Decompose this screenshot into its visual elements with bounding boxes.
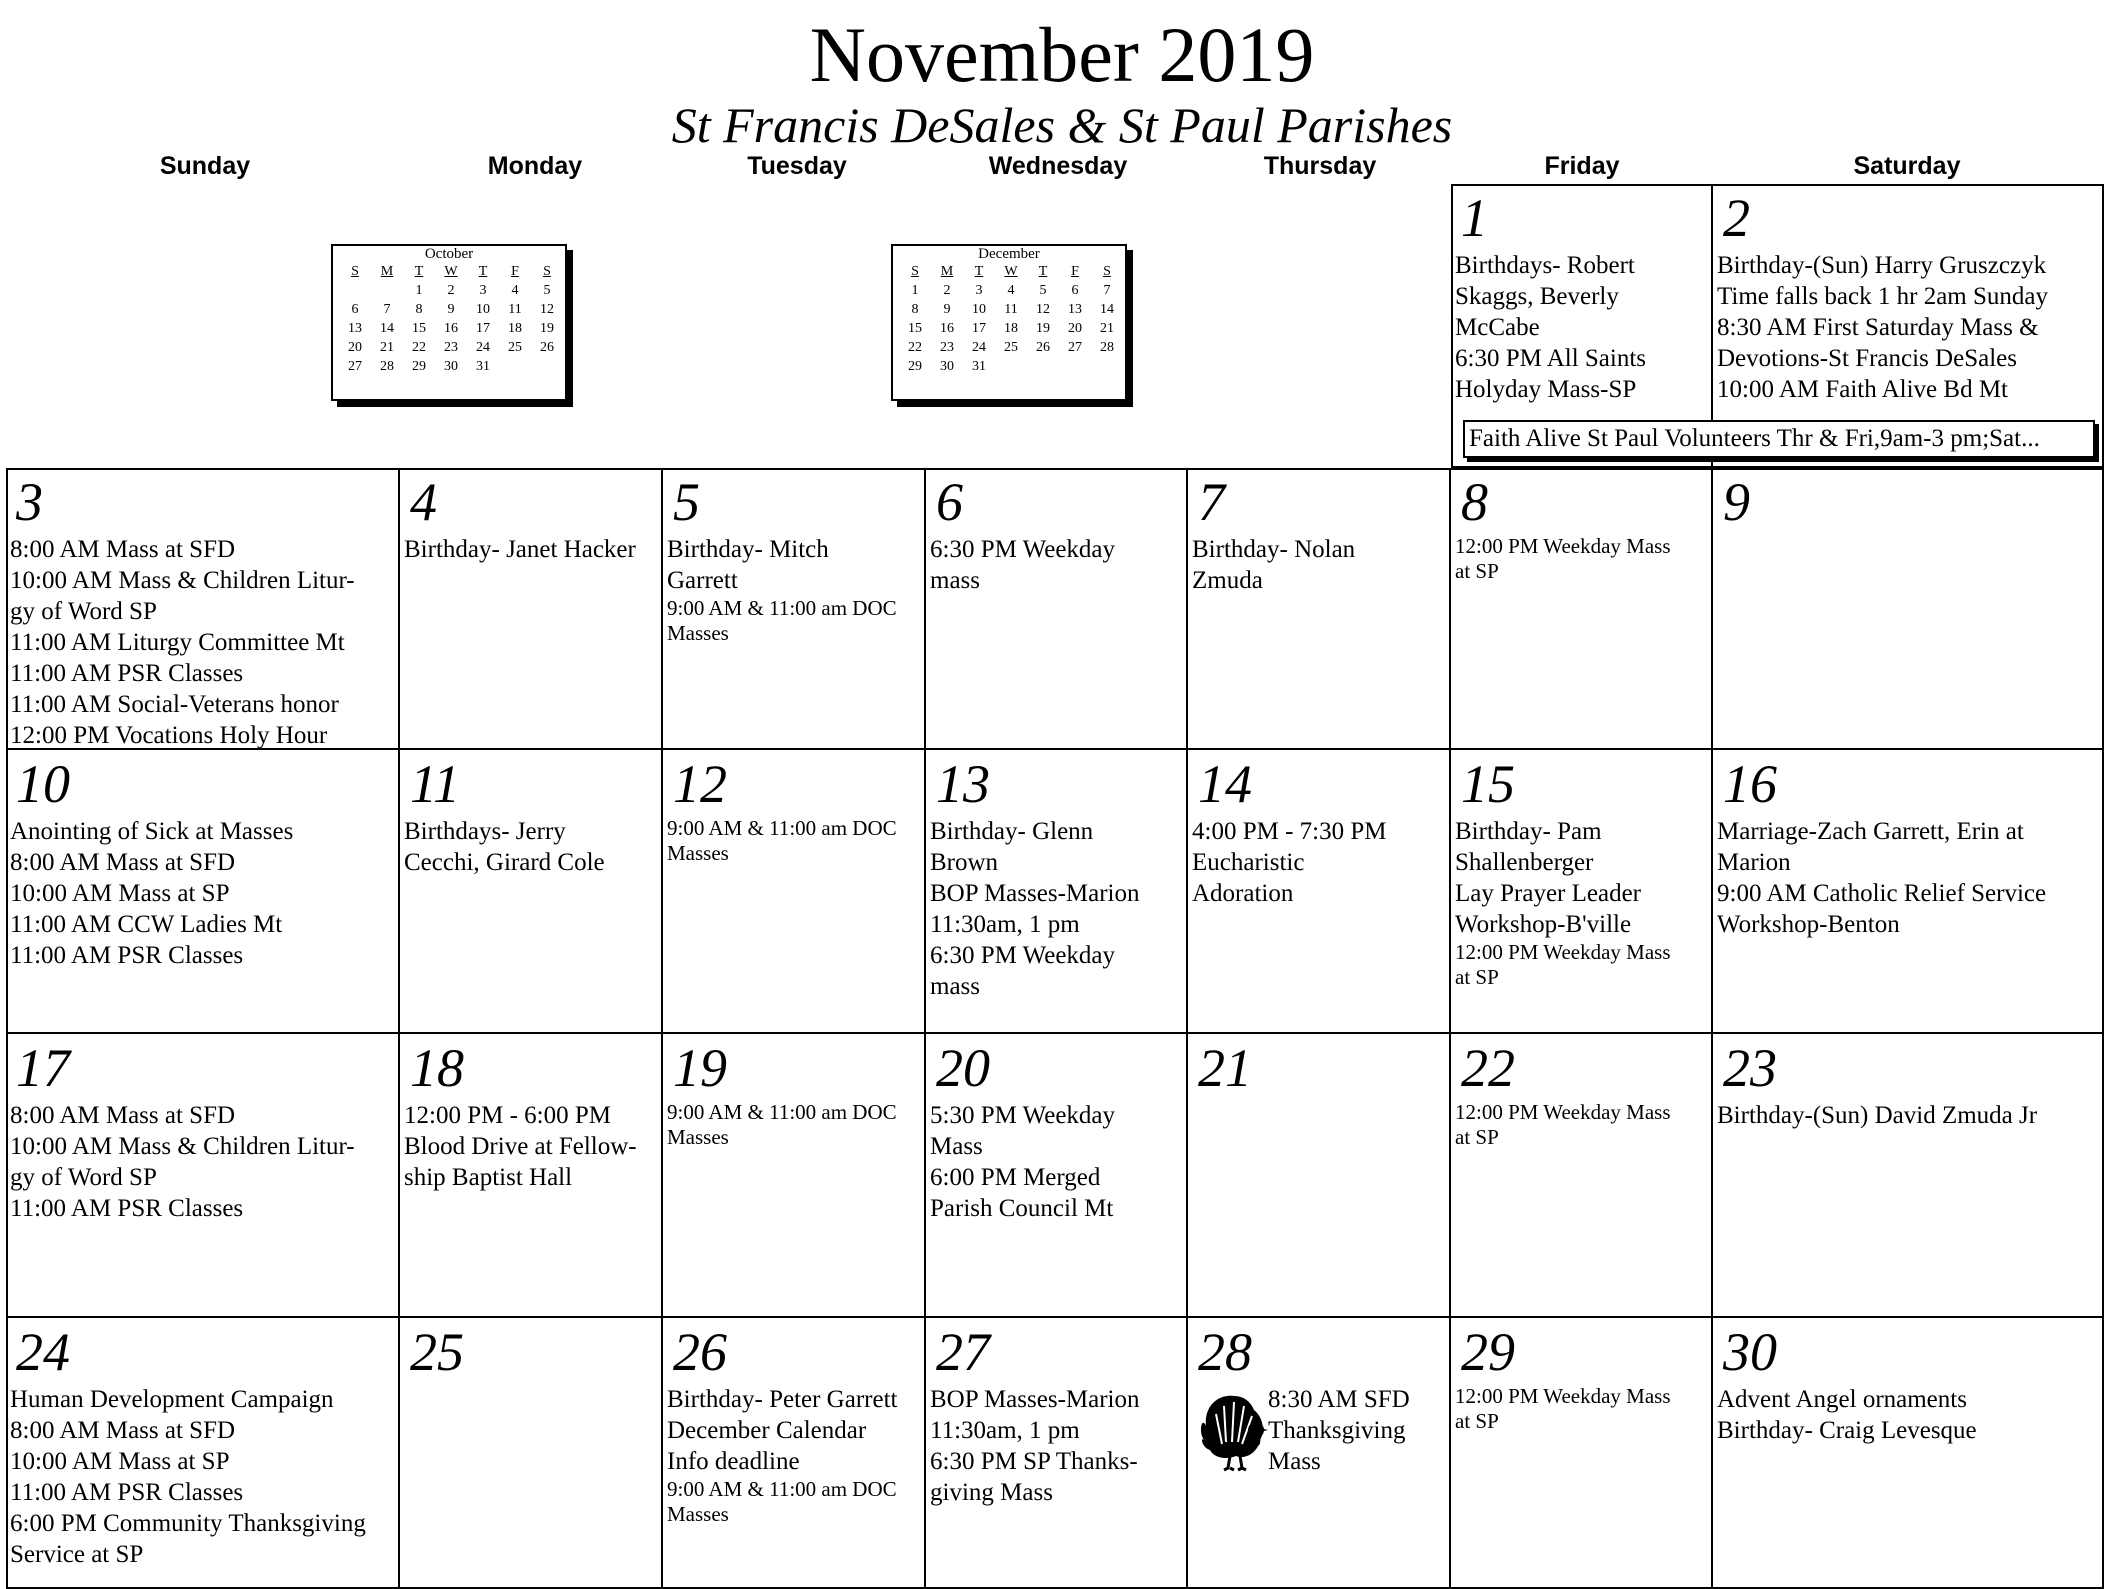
event-entry: 9:00 AM & 11:00 am DOC Masses — [667, 816, 897, 865]
day-cell-9[interactable] — [1713, 468, 2104, 750]
mini-date: 23 — [940, 340, 954, 355]
mini-date: 27 — [1068, 340, 1082, 355]
event-entry: 6:00 PM Community Thanksgiving Service at SP — [10, 1510, 366, 1568]
event-entry: 11:00 AM PSR Classes — [10, 660, 244, 687]
event-list — [1455, 250, 1709, 405]
event-list — [404, 816, 659, 878]
mini-weekday: S — [1103, 264, 1111, 279]
weekday-saturday: Saturday — [1853, 152, 1961, 180]
day-cell-18[interactable] — [400, 1034, 663, 1318]
mini-date: 29 — [412, 359, 426, 374]
event-list — [667, 1100, 922, 1150]
mini-date: 13 — [348, 321, 362, 336]
day-cell-8[interactable] — [1451, 468, 1713, 750]
mini-date: 25 — [1004, 340, 1018, 355]
event-entry: Advent Angel ornaments — [1717, 1386, 1967, 1413]
mini-calendar-table — [899, 262, 1123, 376]
mini-weekday: S — [351, 264, 359, 279]
event-entry: Human Development Campaign — [10, 1386, 334, 1413]
day-number: 10 — [16, 754, 70, 814]
mini-date — [499, 357, 531, 376]
event-entry: Marriage-Zach Garrett, Erin at Marion — [1717, 818, 2024, 876]
event-list — [1717, 250, 2100, 405]
event-entry: 11:00 AM PSR Classes — [10, 1195, 244, 1222]
event-list — [10, 816, 396, 971]
event-entry: 12:00 PM Weekday Mass at SP — [1455, 534, 1671, 583]
mini-date: 27 — [348, 359, 362, 374]
mini-date: 6 — [1071, 283, 1079, 298]
mini-date: 6 — [351, 302, 359, 317]
mini-date: 5 — [543, 283, 551, 298]
event-entry: 6:30 PM SP Thanks- giving Mass — [930, 1448, 1138, 1506]
day-number: 18 — [410, 1038, 464, 1098]
mini-date: 4 — [1007, 283, 1015, 298]
mini-weekday: T — [414, 264, 424, 279]
event-entry: 9:00 AM & 11:00 am DOC Masses — [667, 596, 897, 645]
mini-weekday: W — [1004, 264, 1018, 279]
day-number: 11 — [410, 754, 460, 814]
weekday-sunday: Sunday — [159, 152, 251, 180]
mini-weekday: S — [911, 264, 919, 279]
day-number: 25 — [410, 1322, 464, 1382]
day-number: 2 — [1723, 188, 1750, 248]
event-entry: 11:00 AM Liturgy Committee Mt — [10, 629, 345, 656]
day-cell-16[interactable] — [1713, 750, 2104, 1034]
event-entry: 8:00 AM Mass at SFD — [10, 536, 236, 563]
mini-weekday: M — [940, 264, 954, 279]
mini-date: 30 — [940, 359, 954, 374]
event-entry: Birthday- Craig Levesque — [1717, 1417, 1977, 1444]
mini-date: 28 — [380, 359, 394, 374]
event-entry: 6:30 PM All Saints Holyday Mass-SP — [1455, 345, 1647, 403]
mini-weekday: F — [1071, 264, 1079, 279]
day-cell-20[interactable] — [926, 1034, 1188, 1318]
mini-date: 16 — [940, 321, 954, 336]
mini-date: 11 — [1004, 302, 1018, 317]
day-number: 16 — [1723, 754, 1777, 814]
event-list — [667, 1384, 922, 1527]
mini-date: 15 — [908, 321, 922, 336]
calendar-title: November 2019 — [809, 11, 1315, 98]
event-entry: Anointing of Sick at Masses — [10, 818, 294, 845]
weekday-monday: Monday — [487, 152, 583, 180]
event-list — [667, 534, 922, 646]
mini-weekday: T — [478, 264, 488, 279]
day-cell-17[interactable] — [6, 1034, 400, 1318]
event-entry: 10:00 AM Mass at SP — [10, 1448, 230, 1475]
event-entry: 8:00 AM Mass at SFD — [10, 849, 236, 876]
mini-calendar-december — [891, 244, 1127, 401]
mini-date: 8 — [415, 302, 423, 317]
day-number: 30 — [1723, 1322, 1777, 1382]
mini-calendar-october — [331, 244, 567, 401]
mini-date: 1 — [911, 283, 919, 298]
day-number: 8 — [1461, 472, 1488, 532]
mini-calendar-title: December — [978, 246, 1040, 262]
mini-weekday: W — [444, 264, 458, 279]
event-list — [10, 1384, 396, 1570]
day-number: 28 — [1198, 1322, 1252, 1382]
mini-date: 3 — [975, 283, 983, 298]
day-cell-4[interactable] — [400, 468, 663, 750]
event-entry: 9:00 AM Catholic Relief Service Workshop-Benton — [1717, 880, 2047, 938]
mini-date: 22 — [412, 340, 426, 355]
event-entry: Birthday- Nolan Zmuda — [1192, 536, 1356, 594]
event-entry: Birthdays- Robert Skaggs, Beverly McCabe — [1455, 252, 1635, 341]
day-cell-10[interactable] — [6, 750, 400, 1034]
parish-subtitle: St Francis DeSales & St Paul Parishes — [671, 97, 1453, 153]
mini-calendar-table — [339, 262, 563, 376]
day-cell-6[interactable] — [926, 468, 1188, 750]
event-list — [1192, 534, 1447, 596]
mini-weekday: T — [1038, 264, 1048, 279]
mini-date: 24 — [972, 340, 986, 355]
event-entry: Birthday- Glenn Brown — [930, 818, 1094, 876]
mini-date: 22 — [908, 340, 922, 355]
day-cell-12[interactable] — [663, 750, 926, 1034]
mini-date: 12 — [540, 302, 554, 317]
day-cell-27[interactable] — [926, 1318, 1188, 1589]
event-entry: Time falls back 1 hr 2am Sunday — [1717, 283, 2048, 310]
day-cell-14[interactable] — [1188, 750, 1451, 1034]
weekday-tuesday: Tuesday — [747, 152, 847, 180]
mini-date: 9 — [447, 302, 455, 317]
mini-date: 16 — [444, 321, 458, 336]
day-cell-21[interactable] — [1188, 1034, 1451, 1318]
day-number: 13 — [936, 754, 990, 814]
event-entry: 11:00 AM PSR Classes — [10, 1479, 244, 1506]
event-entry: 11:00 AM Social-Veterans honor — [10, 691, 339, 718]
mini-date — [371, 281, 403, 300]
event-entry: Birthday- Peter Garrett — [667, 1386, 898, 1413]
mini-date: 14 — [1100, 302, 1114, 317]
day-number: 3 — [16, 472, 43, 532]
event-list — [1455, 534, 1709, 584]
day-number: 17 — [16, 1038, 70, 1098]
event-entry: 8:30 AM First Saturday Mass & Devotions-St Francis DeSales — [1717, 314, 2039, 372]
mini-date: 30 — [444, 359, 458, 374]
mini-calendar-title: October — [424, 246, 474, 262]
day-cell-29[interactable] — [1451, 1318, 1713, 1589]
day-number: 20 — [936, 1038, 990, 1098]
event-list — [404, 534, 659, 565]
event-entry: Birthday- Janet Hacker — [404, 536, 636, 563]
mini-date: 21 — [1100, 321, 1114, 336]
mini-weekday: M — [380, 264, 394, 279]
mini-date: 17 — [972, 321, 986, 336]
event-entry: 6:00 PM Merged Parish Council Mt — [930, 1164, 1114, 1222]
day-number: 1 — [1461, 188, 1488, 248]
event-entry: 12:00 PM Vocations Holy Hour — [10, 722, 328, 749]
mini-date: 4 — [511, 283, 519, 298]
event-entry: 11:00 AM CCW Ladies Mt — [10, 911, 283, 938]
mini-date: 23 — [444, 340, 458, 355]
mini-date: 12 — [1036, 302, 1050, 317]
day-number: 9 — [1723, 472, 1750, 532]
event-entry: 12:00 PM Weekday Mass at SP — [1455, 1384, 1671, 1433]
mini-date: 20 — [348, 340, 362, 355]
day-cell-23[interactable] — [1713, 1034, 2104, 1318]
mini-date: 31 — [476, 359, 490, 374]
event-list — [1455, 1384, 1709, 1434]
day-number: 14 — [1198, 754, 1252, 814]
day-number: 21 — [1198, 1038, 1252, 1098]
event-entry: Birthday- Pam Shallenberger — [1455, 818, 1602, 876]
event-entry: Birthday- Mitch Garrett — [667, 536, 829, 594]
mini-date: 2 — [447, 283, 455, 298]
mini-date: 13 — [1068, 302, 1082, 317]
event-entry: Birthday-(Sun) David Zmuda Jr — [1717, 1102, 2038, 1129]
mini-date — [531, 357, 563, 376]
event-list — [1192, 816, 1447, 909]
event-list — [667, 816, 922, 866]
mini-date: 26 — [1036, 340, 1050, 355]
day-number: 27 — [936, 1322, 990, 1382]
event-entry: 4:00 PM - 7:30 PM Eucharistic Adoration — [1192, 818, 1387, 907]
event-entry: Birthdays- Jerry Cecchi, Girard Cole — [404, 818, 605, 876]
event-entry: BOP Masses-Marion 11:30am, 1 pm — [930, 880, 1140, 938]
mini-date: 7 — [1103, 283, 1111, 298]
day-cell-7[interactable] — [1188, 468, 1451, 750]
mini-date: 26 — [540, 340, 554, 355]
mini-date: 8 — [911, 302, 919, 317]
day-number: 15 — [1461, 754, 1515, 814]
event-list — [10, 1100, 396, 1224]
day-number: 22 — [1461, 1038, 1515, 1098]
day-cell-15[interactable] — [1451, 750, 1713, 1034]
mini-date — [1091, 357, 1123, 376]
event-list — [930, 534, 1184, 596]
event-list — [930, 1384, 1184, 1508]
event-entry: BOP Masses-Marion 11:30am, 1 pm — [930, 1386, 1140, 1444]
mini-date: 28 — [1100, 340, 1114, 355]
mini-date: 1 — [415, 283, 423, 298]
event-list — [930, 816, 1184, 1002]
mini-date: 15 — [412, 321, 426, 336]
mini-date: 10 — [972, 302, 986, 317]
mini-date: 17 — [476, 321, 490, 336]
mini-date — [995, 357, 1027, 376]
mini-date: 19 — [1036, 321, 1050, 336]
mini-date: 19 — [540, 321, 554, 336]
day-cell-19[interactable] — [663, 1034, 926, 1318]
event-entry: 11:00 AM PSR Classes — [10, 942, 244, 969]
day-cell-30[interactable] — [1713, 1318, 2104, 1589]
mini-date: 11 — [508, 302, 522, 317]
event-entry: 10:00 AM Mass at SP — [10, 880, 230, 907]
mini-date: 3 — [479, 283, 487, 298]
faith-alive-banner: Faith Alive St Paul Volunteers Thr & Fri,9am-3 pm;Sat... — [1463, 420, 2095, 458]
day-cell-13[interactable] — [926, 750, 1188, 1034]
event-list — [1717, 816, 2100, 940]
event-entry: 9:00 AM & 11:00 am DOC Masses — [667, 1477, 897, 1526]
mini-weekday: S — [543, 264, 551, 279]
event-entry: 12:00 PM - 6:00 PM Blood Drive at Fellow- ship Baptist Hall — [404, 1102, 637, 1191]
mini-date: 18 — [508, 321, 522, 336]
day-number: 26 — [673, 1322, 727, 1382]
event-list — [1455, 1100, 1709, 1150]
mini-date: 5 — [1039, 283, 1047, 298]
event-entry: 8:00 AM Mass at SFD — [10, 1417, 236, 1444]
mini-date — [1027, 357, 1059, 376]
mini-date: 2 — [943, 283, 951, 298]
day-number: 12 — [673, 754, 727, 814]
event-entry: 9:00 AM & 11:00 am DOC Masses — [667, 1100, 897, 1149]
mini-date: 25 — [508, 340, 522, 355]
mini-date: 7 — [383, 302, 391, 317]
day-cell-3[interactable] — [6, 468, 400, 750]
mini-weekday: T — [974, 264, 984, 279]
event-entry: 6:30 PM Weekday mass — [930, 942, 1116, 1000]
day-cell-24[interactable] — [6, 1318, 400, 1589]
mini-date: 24 — [476, 340, 490, 355]
event-entry: 8:00 AM Mass at SFD — [10, 1102, 236, 1129]
weekday-wednesday: Wednesday — [988, 152, 1128, 180]
event-entry: 12:00 PM Weekday Mass at SP — [1455, 1100, 1671, 1149]
event-entry: 5:30 PM Weekday Mass — [930, 1102, 1116, 1160]
day-number: 29 — [1461, 1322, 1515, 1382]
turkey-icon — [1196, 1386, 1268, 1472]
mini-weekday: F — [511, 264, 519, 279]
day-cell-5[interactable] — [663, 468, 926, 750]
event-entry: 10:00 AM Mass & Children Litur- gy of Word SP — [10, 1133, 355, 1191]
day-number: 4 — [410, 472, 437, 532]
event-entry: 10:00 AM Mass & Children Litur- gy of Word SP — [10, 567, 355, 625]
weekday-friday: Friday — [1544, 152, 1620, 180]
mini-date: 10 — [476, 302, 490, 317]
day-cell-26[interactable] — [663, 1318, 926, 1589]
day-number: 24 — [16, 1322, 70, 1382]
event-entry: 12:00 PM Weekday Mass at SP — [1455, 940, 1671, 989]
day-cell-28[interactable] — [1188, 1318, 1451, 1589]
mini-date: 31 — [972, 359, 986, 374]
day-cell-11[interactable] — [400, 750, 663, 1034]
day-number: 5 — [673, 472, 700, 532]
event-list — [1717, 1100, 2100, 1131]
mini-date: 29 — [908, 359, 922, 374]
event-list — [1717, 1384, 2100, 1446]
mini-date — [339, 281, 371, 300]
event-entry: 10:00 AM Faith Alive Bd Mt — [1717, 376, 2009, 403]
event-entry: December Calendar Info deadline — [667, 1417, 867, 1475]
event-list — [1455, 816, 1709, 990]
event-entry: Lay Prayer Leader Workshop-B'ville — [1455, 880, 1641, 938]
event-entry: 8:30 AM SFD Thanksgiving Mass — [1268, 1386, 1410, 1475]
event-entry: 6:30 PM Weekday mass — [930, 536, 1116, 594]
event-list — [930, 1100, 1184, 1224]
event-list — [10, 534, 396, 750]
day-cell-22[interactable] — [1451, 1034, 1713, 1318]
mini-date — [1059, 357, 1091, 376]
mini-date: 9 — [943, 302, 951, 317]
day-number: 19 — [673, 1038, 727, 1098]
day-number: 7 — [1198, 472, 1225, 532]
weekday-thursday: Thursday — [1263, 152, 1377, 180]
mini-date: 21 — [380, 340, 394, 355]
day-number: 6 — [936, 472, 963, 532]
day-cell-25[interactable] — [400, 1318, 663, 1589]
mini-date: 14 — [380, 321, 394, 336]
mini-date: 18 — [1004, 321, 1018, 336]
event-entry: Birthday-(Sun) Harry Gruszczyk — [1717, 252, 2047, 279]
day-number: 23 — [1723, 1038, 1777, 1098]
event-list — [404, 1100, 659, 1193]
mini-date: 20 — [1068, 321, 1082, 336]
